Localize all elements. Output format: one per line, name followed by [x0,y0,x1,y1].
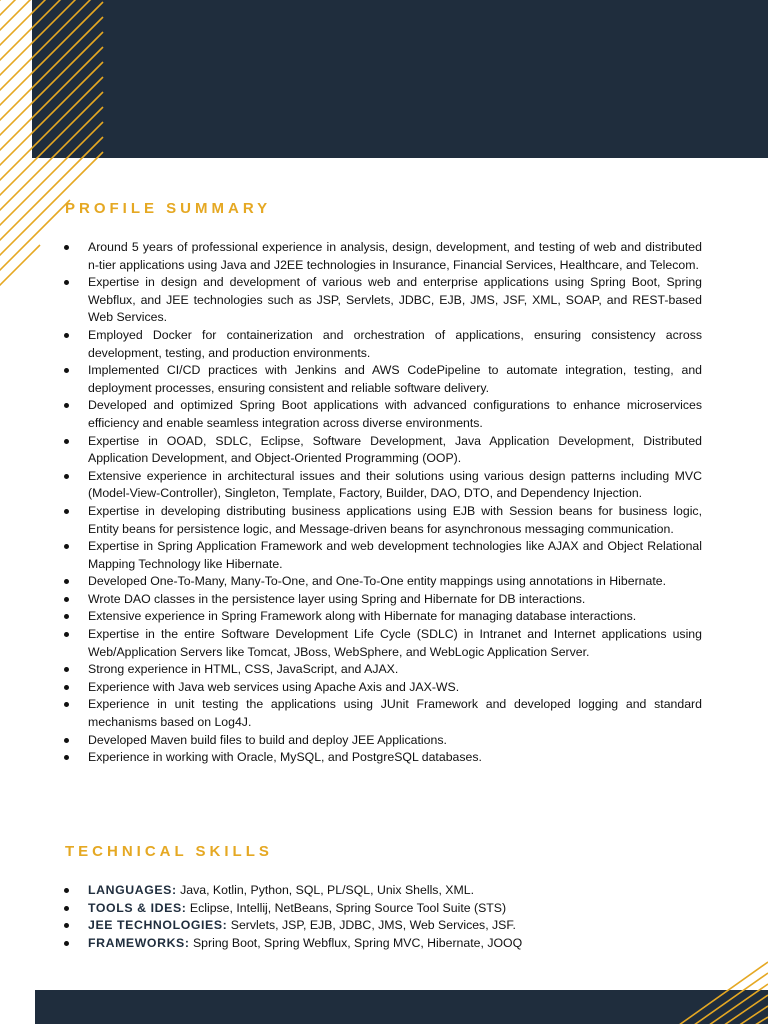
profile-summary-item: Expertise in Spring Application Framework and web development technologies like AJAX and Object Relational Mapping Technology like Hibernate. [88,538,702,573]
profile-summary-item: Experience with Java web services using Apache Axis and JAX-WS. [88,679,702,697]
profile-summary-item: Experience in unit testing the applications using JUnit Framework and developed logging and standard mechanisms based on Log4J. [88,696,702,731]
profile-summary-item: Expertise in the entire Software Development Life Cycle (SDLC) in Intranet and Internet applications using Web/Application Servers like Tomcat, JBoss, WebSphere, and WebLogic Application Server. [88,626,702,661]
skill-category-value: Java, Kotlin, Python, SQL, PL/SQL, Unix Shells, XML. [180,883,474,897]
skill-category-label: LANGUAGES: [88,883,177,897]
profile-summary-item: Experience in working with Oracle, MySQL, and PostgreSQL databases. [88,749,702,767]
header-band [32,0,768,158]
profile-summary-item: Expertise in developing distributing business applications using EJB with Session beans for business logic, Entity beans for persistence logic, and Message-driven beans for asynchronous messaging communication. [88,503,702,538]
profile-summary-item: Strong experience in HTML, CSS, JavaScript, and AJAX. [88,661,702,679]
skill-category-label: JEE TECHNOLOGIES: [88,918,228,933]
profile-summary-item: Implemented CI/CD practices with Jenkins and AWS CodePipeline to automate integration, testing, and deployment processes, ensuring consistent and reliable software delivery. [88,362,702,397]
skill-category-value: Servlets, JSP, EJB, JDBC, JMS, Web Services, JSF. [230,918,516,933]
profile-summary-item: Expertise in design and development of various web and enterprise applications using Spring Boot, Spring Webflux, and JEE technologies such as JSP, Servlets, JDBC, EJB, JMS, JSF, XML, SOAP, and REST-based Web Services. [88,274,702,327]
profile-summary-item: Wrote DAO classes in the persistence layer using Spring and Hibernate for DB interactions. [88,591,702,609]
profile-summary-item: Around 5 years of professional experience in analysis, design, development, and testing of web and distributed n-tier applications using Java and J2EE technologies in Insurance, Financial Services, Healthcare, and Telecom. [88,239,702,274]
profile-summary-item: Extensive experience in Spring Framework along with Hibernate for managing database interactions. [88,608,702,626]
profile-summary-item: Developed One-To-Many, Many-To-One, and One-To-One entity mappings using annotations in Hibernate. [88,573,702,591]
technical-skill-item [88,917,702,935]
profile-summary-heading: PROFILE SUMMARY [65,200,272,217]
technical-skill-item [88,900,702,918]
technical-skill-item [88,882,702,900]
skill-category-label: TOOLS & IDES: [88,900,187,915]
profile-summary-list [88,239,702,767]
technical-skill-item [88,935,702,953]
skill-category-value: Spring Boot, Spring Webflux, Spring MVC, Hibernate, JOOQ [192,935,523,950]
footer-band [35,990,768,1024]
profile-summary-item: Developed Maven build files to build and deploy JEE Applications. [88,732,702,750]
profile-summary-item: Developed and optimized Spring Boot applications with advanced configurations to enhance microservices efficiency and enable seamless integration across diverse environments. [88,397,702,432]
technical-skills-list [88,882,702,952]
technical-skills-heading: TECHNICAL SKILLS [65,843,273,860]
skill-category-value: Eclipse, Intellij, NetBeans, Spring Source Tool Suite (STS) [189,900,507,915]
profile-summary-item: Extensive experience in architectural issues and their solutions using various design patterns including MVC (Model-View-Controller), Singleton, Template, Factory, Builder, DAO, DTO, and Dependency Injection. [88,468,702,503]
profile-summary-item: Expertise in OOAD, SDLC, Eclipse, Software Development, Java Application Development, Distributed Application Development, and Object-Oriented Programming (OOP). [88,433,702,468]
skill-category-label: FRAMEWORKS: [88,935,190,950]
profile-summary-item: Employed Docker for containerization and orchestration of applications, ensuring consistency across development, testing, and production environments. [88,327,702,362]
